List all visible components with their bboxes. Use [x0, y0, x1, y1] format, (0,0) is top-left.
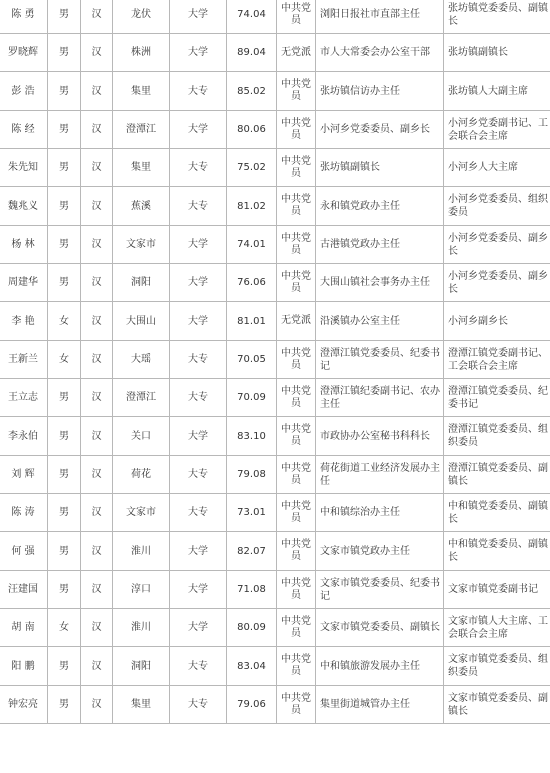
name-cell: 刘 辉: [0, 456, 48, 494]
hometown-cell: 株洲: [113, 34, 170, 72]
education-cell: 大学: [170, 302, 227, 341]
education-cell: 大学: [170, 609, 227, 647]
table-row: [0, 264, 550, 302]
gender-cell: 男: [48, 532, 81, 571]
gender-cell: 女: [48, 341, 81, 379]
current-post-cell: 古港镇党政办主任: [316, 226, 444, 264]
education-cell: 大专: [170, 456, 227, 494]
party-cell: 中共党员: [277, 0, 316, 34]
hometown-cell: 荷花: [113, 456, 170, 494]
hometown-cell: 洞阳: [113, 264, 170, 302]
hometown-cell: 文家市: [113, 226, 170, 264]
proposed-post-cell: 澄潭江镇党委委员、副镇长: [444, 456, 550, 494]
ethnicity-cell: 汉: [81, 34, 113, 72]
gender-cell: 男: [48, 456, 81, 494]
party-cell: 中共党员: [277, 647, 316, 686]
current-post-cell: 张坊镇副镇长: [316, 149, 444, 187]
score-cell: 85.02: [227, 72, 277, 111]
current-post-cell: 澄潭江镇纪委副书记、农办主任: [316, 379, 444, 417]
current-post-cell: 市人大常委会办公室干部: [316, 34, 444, 72]
ethnicity-cell: 汉: [81, 341, 113, 379]
score-cell: 89.04: [227, 34, 277, 72]
gender-cell: 男: [48, 647, 81, 686]
table-row: [0, 111, 550, 149]
education-cell: 大专: [170, 149, 227, 187]
party-cell: 中共党员: [277, 686, 316, 724]
score-cell: 80.06: [227, 111, 277, 149]
ethnicity-cell: 汉: [81, 494, 113, 532]
party-cell: 中共党员: [277, 456, 316, 494]
ethnicity-cell: 汉: [81, 111, 113, 149]
name-cell: 何 强: [0, 532, 48, 571]
ethnicity-cell: 汉: [81, 264, 113, 302]
gender-cell: 男: [48, 187, 81, 226]
education-cell: 大专: [170, 494, 227, 532]
proposed-post-cell: 文家市镇党委委员、副镇长: [444, 686, 550, 724]
current-post-cell: 小河乡党委委员、副乡长: [316, 111, 444, 149]
ethnicity-cell: 汉: [81, 302, 113, 341]
name-cell: 李 艳: [0, 302, 48, 341]
hometown-cell: 淮川: [113, 532, 170, 571]
party-cell: 中共党员: [277, 532, 316, 571]
education-cell: 大专: [170, 647, 227, 686]
education-cell: 大学: [170, 226, 227, 264]
proposed-post-cell: 小河乡人大主席: [444, 149, 550, 187]
hometown-cell: 集里: [113, 686, 170, 724]
ethnicity-cell: 汉: [81, 379, 113, 417]
table-row: [0, 34, 550, 72]
ethnicity-cell: 汉: [81, 686, 113, 724]
score-cell: 82.07: [227, 532, 277, 571]
table-row: [0, 0, 550, 34]
party-cell: 中共党员: [277, 417, 316, 456]
score-cell: 81.01: [227, 302, 277, 341]
name-cell: 阳 鹏: [0, 647, 48, 686]
proposed-post-cell: 小河乡党委委员、副乡长: [444, 226, 550, 264]
name-cell: 王立志: [0, 379, 48, 417]
gender-cell: 男: [48, 264, 81, 302]
hometown-cell: 文家市: [113, 494, 170, 532]
hometown-cell: 蕉溪: [113, 187, 170, 226]
table-row: [0, 571, 550, 609]
table-row: [0, 456, 550, 494]
score-cell: 76.06: [227, 264, 277, 302]
proposed-post-cell: 澄潭江镇党委委员、纪委书记: [444, 379, 550, 417]
current-post-cell: 中和镇综治办主任: [316, 494, 444, 532]
gender-cell: 女: [48, 609, 81, 647]
education-cell: 大专: [170, 686, 227, 724]
hometown-cell: 龙伏: [113, 0, 170, 34]
education-cell: 大学: [170, 111, 227, 149]
score-cell: 70.09: [227, 379, 277, 417]
proposed-post-cell: 澄潭江镇党委委员、组织委员: [444, 417, 550, 456]
score-cell: 74.01: [227, 226, 277, 264]
ethnicity-cell: 汉: [81, 0, 113, 34]
ethnicity-cell: 汉: [81, 532, 113, 571]
gender-cell: 男: [48, 686, 81, 724]
education-cell: 大学: [170, 571, 227, 609]
ethnicity-cell: 汉: [81, 417, 113, 456]
name-cell: 王新兰: [0, 341, 48, 379]
name-cell: 罗晓辉: [0, 34, 48, 72]
proposed-post-cell: 张坊镇人大副主席: [444, 72, 550, 111]
table-row: [0, 417, 550, 456]
gender-cell: 女: [48, 302, 81, 341]
gender-cell: 男: [48, 0, 81, 34]
party-cell: 中共党员: [277, 571, 316, 609]
proposed-post-cell: 张坊镇党委委员、副镇长: [444, 0, 550, 34]
score-cell: 75.02: [227, 149, 277, 187]
education-cell: 大学: [170, 34, 227, 72]
table-row: [0, 187, 550, 226]
table-row: [0, 494, 550, 532]
score-cell: 73.01: [227, 494, 277, 532]
score-cell: 79.08: [227, 456, 277, 494]
table-row: [0, 72, 550, 111]
name-cell: 周建华: [0, 264, 48, 302]
score-cell: 81.02: [227, 187, 277, 226]
party-cell: 中共党员: [277, 494, 316, 532]
current-post-cell: 大围山镇社会事务办主任: [316, 264, 444, 302]
score-cell: 74.04: [227, 0, 277, 34]
party-cell: 中共党员: [277, 264, 316, 302]
current-post-cell: 文家市镇党委委员、副镇长: [316, 609, 444, 647]
hometown-cell: 淮川: [113, 609, 170, 647]
hometown-cell: 大围山: [113, 302, 170, 341]
name-cell: 汪建国: [0, 571, 48, 609]
gender-cell: 男: [48, 111, 81, 149]
proposed-post-cell: 中和镇党委委员、副镇长: [444, 532, 550, 571]
education-cell: 大学: [170, 264, 227, 302]
ethnicity-cell: 汉: [81, 72, 113, 111]
name-cell: 李永伯: [0, 417, 48, 456]
table-row: [0, 302, 550, 341]
education-cell: 大专: [170, 379, 227, 417]
current-post-cell: 中和镇旅游发展办主任: [316, 647, 444, 686]
gender-cell: 男: [48, 226, 81, 264]
gender-cell: 男: [48, 571, 81, 609]
gender-cell: 男: [48, 379, 81, 417]
name-cell: 朱先知: [0, 149, 48, 187]
ethnicity-cell: 汉: [81, 571, 113, 609]
table-row: [0, 609, 550, 647]
party-cell: 中共党员: [277, 226, 316, 264]
table-row: [0, 379, 550, 417]
proposed-post-cell: 澄潭江镇党委副书记、工会联合会主席: [444, 341, 550, 379]
gender-cell: 男: [48, 34, 81, 72]
proposed-post-cell: 文家市镇人大主席、工会联合会主席: [444, 609, 550, 647]
proposed-post-cell: 中和镇党委委员、副镇长: [444, 494, 550, 532]
score-cell: 70.05: [227, 341, 277, 379]
current-post-cell: 文家市镇党委委员、纪委书记: [316, 571, 444, 609]
party-cell: 中共党员: [277, 111, 316, 149]
hometown-cell: 集里: [113, 72, 170, 111]
party-cell: 中共党员: [277, 149, 316, 187]
score-cell: 80.09: [227, 609, 277, 647]
table-row: [0, 686, 550, 724]
proposed-post-cell: 文家市镇党委副书记: [444, 571, 550, 609]
party-cell: 中共党员: [277, 609, 316, 647]
current-post-cell: 文家市镇党政办主任: [316, 532, 444, 571]
score-cell: 83.04: [227, 647, 277, 686]
hometown-cell: 淳口: [113, 571, 170, 609]
current-post-cell: 永和镇党政办主任: [316, 187, 444, 226]
proposed-post-cell: 文家市镇党委委员、组织委员: [444, 647, 550, 686]
gender-cell: 男: [48, 417, 81, 456]
score-cell: 83.10: [227, 417, 277, 456]
education-cell: 大专: [170, 187, 227, 226]
current-post-cell: 张坊镇信访办主任: [316, 72, 444, 111]
ethnicity-cell: 汉: [81, 609, 113, 647]
table-row: [0, 226, 550, 264]
current-post-cell: 荷花街道工业经济发展办主任: [316, 456, 444, 494]
current-post-cell: 市政协办公室秘书科科长: [316, 417, 444, 456]
education-cell: 大专: [170, 341, 227, 379]
score-cell: 71.08: [227, 571, 277, 609]
proposed-post-cell: 小河乡党委委员、副乡长: [444, 264, 550, 302]
education-cell: 大专: [170, 72, 227, 111]
table-row: [0, 341, 550, 379]
education-cell: 大学: [170, 0, 227, 34]
party-cell: 无党派: [277, 302, 316, 341]
hometown-cell: 洞阳: [113, 647, 170, 686]
table-row: [0, 647, 550, 686]
name-cell: 杨 林: [0, 226, 48, 264]
name-cell: 彭 浩: [0, 72, 48, 111]
education-cell: 大学: [170, 532, 227, 571]
table-row: [0, 149, 550, 187]
party-cell: 中共党员: [277, 187, 316, 226]
current-post-cell: 澄潭江镇党委委员、纪委书记: [316, 341, 444, 379]
hometown-cell: 澄潭江: [113, 111, 170, 149]
proposed-post-cell: 小河乡党委委员、组织委员: [444, 187, 550, 226]
proposed-post-cell: 小河乡副乡长: [444, 302, 550, 341]
gender-cell: 男: [48, 494, 81, 532]
party-cell: 无党派: [277, 34, 316, 72]
education-cell: 大学: [170, 417, 227, 456]
current-post-cell: 沿溪镇办公室主任: [316, 302, 444, 341]
hometown-cell: 集里: [113, 149, 170, 187]
hometown-cell: 澄潭江: [113, 379, 170, 417]
name-cell: 钟宏亮: [0, 686, 48, 724]
name-cell: 陈 涛: [0, 494, 48, 532]
name-cell: 魏兆义: [0, 187, 48, 226]
name-cell: 陈 勇: [0, 0, 48, 34]
party-cell: 中共党员: [277, 379, 316, 417]
proposed-post-cell: 小河乡党委副书记、工会联合会主席: [444, 111, 550, 149]
name-cell: 胡 南: [0, 609, 48, 647]
name-cell: 陈 经: [0, 111, 48, 149]
ethnicity-cell: 汉: [81, 456, 113, 494]
table-row: [0, 532, 550, 571]
current-post-cell: 集里街道城管办主任: [316, 686, 444, 724]
party-cell: 中共党员: [277, 72, 316, 111]
ethnicity-cell: 汉: [81, 187, 113, 226]
score-cell: 79.06: [227, 686, 277, 724]
ethnicity-cell: 汉: [81, 226, 113, 264]
current-post-cell: 浏阳日报社市直部主任: [316, 0, 444, 34]
party-cell: 中共党员: [277, 341, 316, 379]
hometown-cell: 大瑶: [113, 341, 170, 379]
proposed-post-cell: 张坊镇副镇长: [444, 34, 550, 72]
gender-cell: 男: [48, 149, 81, 187]
gender-cell: 男: [48, 72, 81, 111]
ethnicity-cell: 汉: [81, 647, 113, 686]
hometown-cell: 关口: [113, 417, 170, 456]
ethnicity-cell: 汉: [81, 149, 113, 187]
